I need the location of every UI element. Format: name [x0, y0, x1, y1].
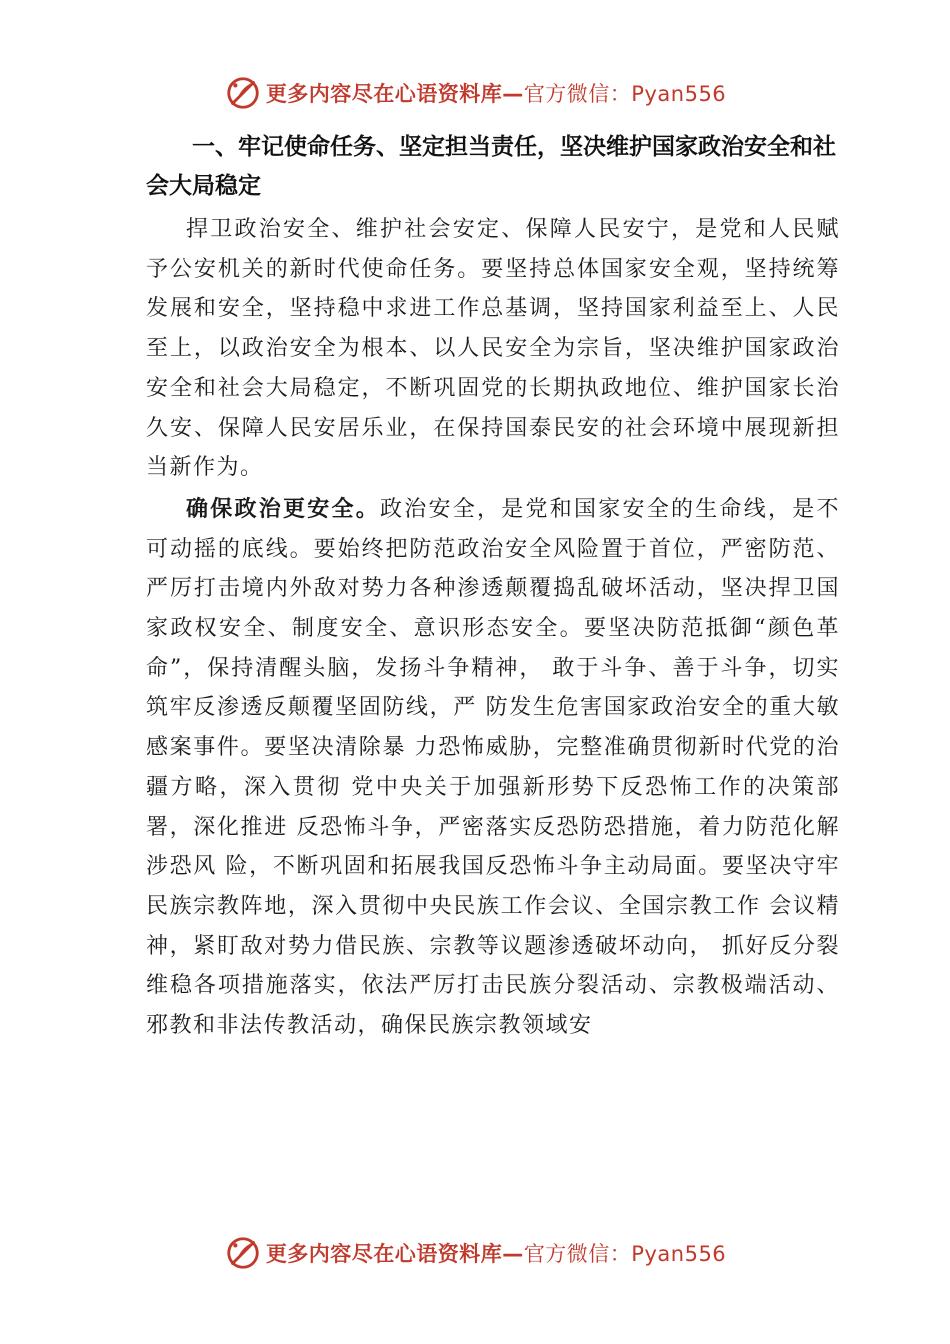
paragraph-lead: 确保政治更安全。: [186, 495, 380, 522]
banner-text: 更多内容尽在心语资料库—官方微信：Pyan556: [265, 1242, 727, 1266]
paragraph-text: 政治安全，是党和国家安全的生命线，是不可动摇的底线。要始终把防范政治安全风险置于首位，严密防范、严厉打击境内外敌对势力各种渗透颠覆捣乱破坏活动，坚决捍卫国家政权安全、制度安全、意识形态安全。要坚决防范抵御“颜色革命”，保持清醒头脑，发扬斗争精神， 敢于斗争、善于斗争，切实筑牢反渗透反颠覆坚固防线，严 防发生危害国家政治安全的重大敏感案事件。要坚决清除暴 力恐怖威胁，完整准确贯彻新时代党的治疆方略，深入贯彻 党中央关于加强新形势下反恐怖工作的决策部署，深化推进 反恐怖斗争，严密落实反恐防恐措施，着力防范化解涉恐风 险，不断巩固和拓展我国反恐怖斗争主动局面。要坚决守牢 民族宗教阵地，深入贯彻中央民族工作会议、全国宗教工作 会议精神，紧盯敌对势力借民族、宗教等议题渗透破坏动向， 抓好反分裂维稳各项措施落实，依法严厉打击民族分裂活动、宗教极端活动、邪教和非法传教活动，确保民族宗教领域安: [146, 496, 840, 1039]
wechat-id: 官方微信：Pyan556: [523, 82, 727, 106]
wechat-id: 官方微信：Pyan556: [523, 1242, 727, 1266]
header-banner: [0, 71, 950, 115]
paragraph-2: [146, 490, 840, 1046]
quill-seal-logo-icon: [224, 74, 262, 112]
paragraph-1: [146, 210, 840, 488]
section-heading: 一、牢记使命任务、坚定担当责任，坚决维护国家政治安全和社会大局稳定: [146, 134, 836, 199]
quill-seal-logo-icon: [224, 1234, 262, 1272]
paragraph-text: 捍卫政治安全、维护社会安定、保障人民安宁，是党和人民赋予公安机关的新时代使命任务。要坚持总体国家安全观，坚持统筹发展和安全，坚持稳中求进工作总基调，坚持国家利益至上、人民至上，以政治安全为根本、以人民安全为宗旨，坚决维护国家政治安全和社会大局稳定，不断巩固党的长期执政地位、维护国家长治久安、保障人民安居乐业，在保持国泰民安的社会环境中展现新担当新作为。: [146, 217, 840, 481]
footer-banner: [0, 1231, 950, 1275]
banner-text: 更多内容尽在心语资料库—官方微信：Pyan556: [265, 82, 727, 106]
document-body: [146, 128, 840, 1046]
